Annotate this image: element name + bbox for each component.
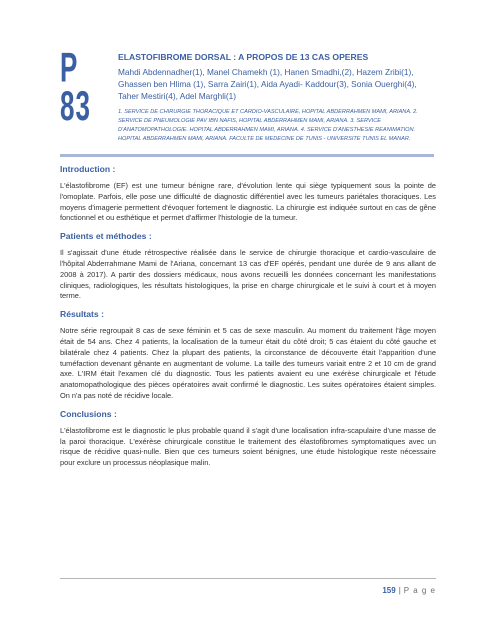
footer-divider	[60, 578, 436, 579]
header	[118, 52, 436, 144]
footer-separator: |	[398, 586, 401, 595]
affiliations: 1. SERVICE DE CHIRURGIE THORACIQUE ET CARDIO-VASCULAIRE, HOPITAL ABDERRAHMEN MAMI, ARIANA. 2. SERVICE DE PNEUMOLOGIE PAV IBN NAFIS, HOPITAL ABDERRAHMEN MAMI, ARIANA. 3. SERVICE D'ANATOMOPATHOLOGIE. HOPITAL ABDERRAHMEN MAMI, ARIANA. 4. SERVICE D'ANESTHESIE REANIMATION. HOPITAL ABDERRAHMEN MAMI, ARIANA. FACULTE DE MEDECINE DE TUNIS - UNIVERSITE TUNIS EL MANAR.	[118, 109, 418, 142]
section-heading: Résultats :	[60, 309, 104, 320]
article-title: ELASTOFIBROME DORSAL : A PROPOS DE 13 CAS OPERES	[118, 52, 369, 62]
section-text: Il s'agissait d'une étude rétrospective réalisée dans le service de chirurgie thoracique et cardio-vasculaire de l'hôpital Abderrahmane Mami de l'Ariana, concernant 13 cas d'EF opérés, pendant une durée de 9 ans allant de 2008 à 2017). A partir des dossiers médicaux, nous avons recueilli les données concernant les manifestations cliniques, radiologiques, les résultats histologiques, la prise en charge chirurgicale et le suivi à court et à moyen terme.	[60, 248, 436, 301]
section-text: Notre série regroupait 8 cas de sexe féminin et 5 cas de sexe masculin. Au moment du traitement l'âge moyen était de 54 ans. Chez 4 patients, la localisation de la tumeur était du côté droit; 5 cas étaient du côté gauche et bilatérale chez 4 patients. Chez la plupart des patients, la circonstance de découverte était l'apparition d'une tuméfaction devenant gênante en augmentant de volume. La taille des tumeurs variait entre 2 et 10 cm de grand axe. L'IRM était l'examen clé du diagnostic. Tous les patients avaient eu une exérèse chirurgicale et l'étude anatomopathologique des pièces opératoires avait confirmé le diagnostic. Les suites opératoires étaient simples. On n'a pas noté de récidive locale.	[60, 326, 436, 400]
section-heading: Conclusions :	[60, 408, 117, 419]
section-text: L'élastofibrome (EF) est une tumeur bénigne rare, d'évolution lente qui siège typiquement sous la pointe de l'omoplate. Parfois, elle pose une difficulté de diagnostic différentiel avec les tumeurs pariétales thoraciques. Les moyens d'imagerie permettent d'évoquer fortement le diagnostic. La chirurgie est indiquée surtout en cas de gêne fonctionnel et ou esthétique et permet d'affirmer l'histologie de la tumeur.	[60, 181, 436, 223]
author-list: Mahdi Abdennadher(1), Manel Chamekh (1), Hanen Smadhi,(2), Hazem Zribi(1), Ghassen ben Hlima (1), Sarra Zairi(1), Aida Ayadi- Kaddour(3), Sonia Ouerghi(4), Taher Mestiri(4), Adel Marghli(1)	[118, 67, 417, 101]
section-conclusions	[60, 409, 436, 469]
page-label: P a g e	[403, 586, 436, 595]
section-introduction	[60, 164, 436, 224]
header-divider	[60, 154, 434, 157]
section-methods	[60, 231, 436, 302]
abstract-body	[60, 164, 436, 476]
section-heading: Patients et méthodes :	[60, 231, 152, 242]
section-text: L'élastofibrome est le diagnostic le plus probable quand il s'agit d'une localisation infra-scapulaire d'une masse de la paroi thoracique. L'exérèse chirurgicale constitue le traitement des élastofibromes symptomatiques avec un risque de récidive quasi-nulle. Bien que ces tumeurs soient bénignes, une étude histologique reste nécessaire pour exclure un processus néoplasique malin.	[60, 425, 436, 468]
section-results	[60, 309, 436, 402]
page-number: 159	[382, 586, 396, 595]
poster-number: P 83	[60, 43, 91, 130]
page-footer	[382, 586, 436, 595]
section-heading: Introduction :	[60, 164, 116, 174]
